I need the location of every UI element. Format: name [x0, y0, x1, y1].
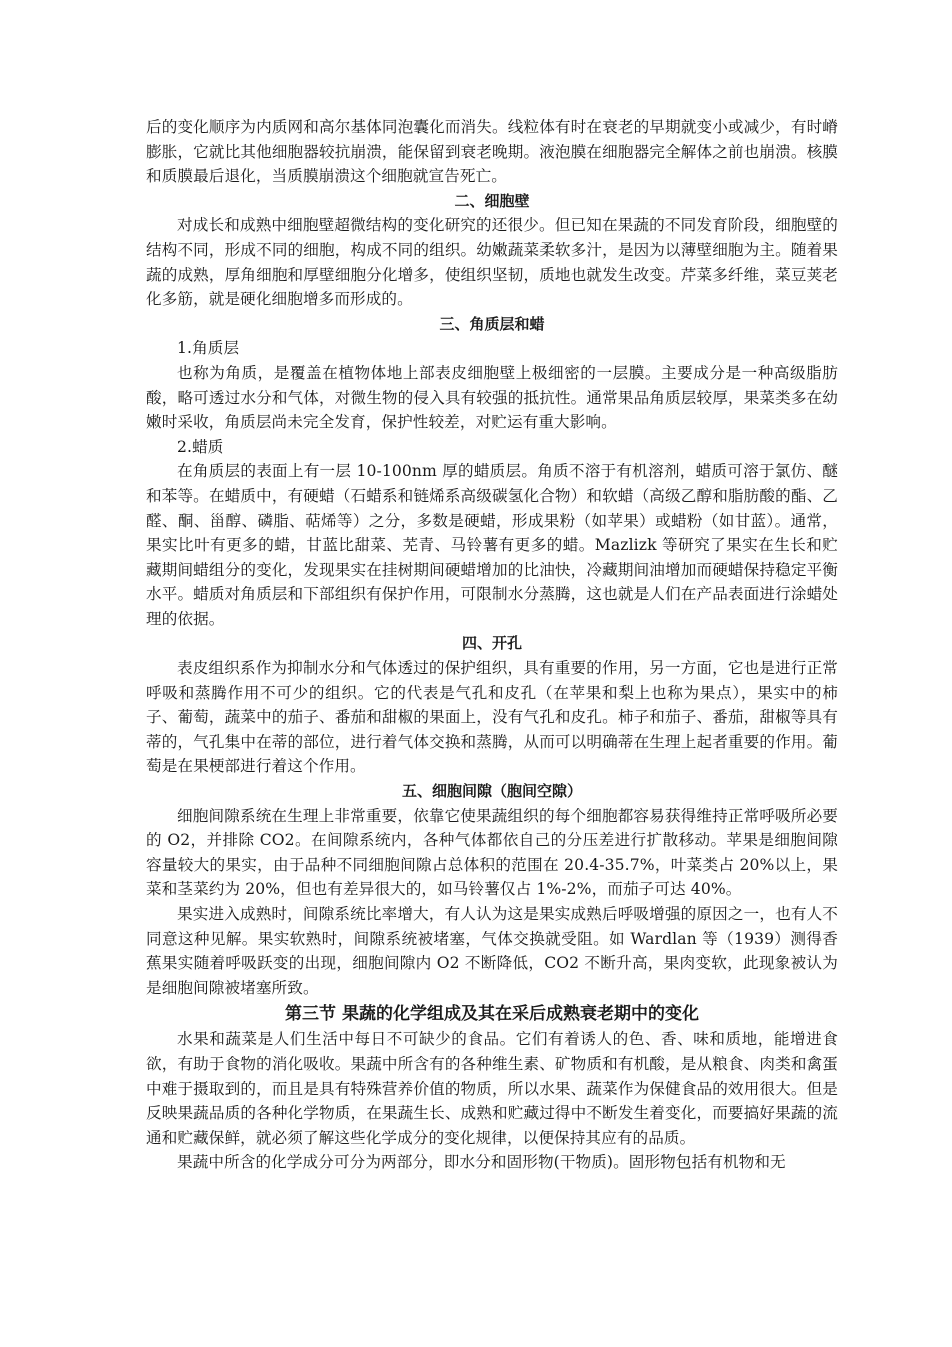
heading-cuticle-wax: 三、角质层和蜡	[439, 314, 545, 333]
paragraph-intercellular-1: 细胞间隙系统在生理上非常重要，依靠它使果蔬组织的每个细胞都容易获得维持正常呼吸所必要的 O2，并排除 CO2。在间隙系统内，各种气体都依自己的分压差进行扩散移动。苹果是细胞间隙容量较大的果实，由于品种不同细胞间隙占总体积的范围在 20.4-35.7%，叶菜类占 20%以上，果菜和茎菜约为 20%，但也有差异很大的，如马铃薯仅占 1%-2%，而茄子可达 40%。	[146, 806, 838, 899]
paragraph-section-intro: 水果和蔬菜是人们生活中每日不可缺少的食品。它们有着诱人的色、香、味和质地，能增进食欲，有助于食物的消化吸收。果蔬中所含有的各种维生素、矿物质和有机酸，是从粮食、肉类和禽蛋中难于摄取到的，而且是具有特殊营养价值的物质，所以水果、蔬菜作为保健食品的效用很大。但是反映果蔬品质的各种化学物质，在果蔬生长、成熟和贮藏过得中不断发生着变化，而要搞好果蔬的流通和贮藏保鲜，就必须了解这些化学成分的变化规律，以便保持其应有的品质。	[146, 1030, 838, 1147]
heading-stomata: 四、开孔	[461, 634, 522, 653]
section-title: 第三节 果蔬的化学组成及其在采后成熟衰老期中的变化	[285, 1004, 699, 1025]
subheading-cuticle: 1.角质层	[177, 339, 240, 358]
heading-cell-wall: 二、细胞壁	[454, 191, 530, 210]
paragraph-section-composition: 果蔬中所含的化学成分可分为两部分，即水分和固形物(干物质)。固形物包括有机物和无	[177, 1153, 786, 1172]
paragraph-organelle-degradation: 后的变化顺序为内质网和高尔基体同泡囊化而消失。线粒体有时在衰老的早期就变小或减少，有时嵴膨胀，它就比其他细胞器较抗崩溃，能保留到衰老晚期。液泡膜在细胞器完全解体之前也崩溃。核膜和质膜最后退化，当质膜崩溃这个细胞就宣告死亡。	[146, 118, 838, 186]
heading-intercellular-space: 五、细胞间隙（胞间空隙）	[401, 782, 582, 801]
subheading-wax: 2.蜡质	[177, 437, 224, 456]
paragraph-cuticle: 也称为角质，是覆盖在植物体地上部表皮细胞壁上极细密的一层膜。主要成分是一种高级脂肪酸，略可透过水分和气体，对微生物的侵入具有较强的抵抗性。通常果品角质层较厚，果菜类多在幼嫩时采收，角质层尚未完全发育，保护性较差，对贮运有重大影响。	[146, 363, 838, 432]
page-content	[146, 115, 838, 1175]
paragraph-cell-wall: 对成长和成熟中细胞壁超微结构的变化研究的还很少。但已知在果蔬的不同发育阶段，细胞壁的结构不同，形成不同的细胞，构成不同的组织。幼嫩蔬菜柔软多汁，是因为以薄壁细胞为主。随着果蔬的成熟，厚角细胞和厚壁细胞分化增多，使组织坚韧，质地也就发生改变。芹菜多纤维，菜豆荚老化多筋，就是硬化细胞增多而形成的。	[146, 216, 838, 309]
paragraph-stomata: 表皮组织系作为抑制水分和气体透过的保护组织，具有重要的作用，另一方面，它也是进行正常呼吸和蒸腾作用不可少的组织。它的代表是气孔和皮孔（在苹果和梨上也称为果点），果实中的柿子、葡萄，蔬菜中的茄子、番茄和甜椒的果面上，没有气孔和皮孔。柿子和茄子、番茄，甜椒等具有蒂的，气孔集中在蒂的部位，进行着气体交换和蒸腾，从而可以明确蒂在生理上起者重要的作用。葡萄是在果梗部进行着这个作用。	[146, 659, 838, 776]
paragraph-intercellular-2: 果实进入成熟时，间隙系统比率增大，有人认为这是果实成熟后呼吸增强的原因之一，也有人不同意这种见解。果实软熟时，间隙系统被堵塞，气体交换就受阻。如 Wardlan 等（1939）测得香蕉果实随着呼吸跃变的出现，细胞间隙内 O2 不断降低，CO2 不断升高，果肉变软，此现象被认为是细胞间隙被堵塞所致。	[146, 905, 838, 997]
paragraph-wax: 在角质层的表面上有一层 10-100nm 厚的蜡质层。角质不溶于有机溶剂，蜡质可溶于氯仿、醚和苯等。在蜡质中，有硬蜡（石蜡系和链烯系高级碳氢化合物）和软蜡（高级乙醇和脂肪酸的酯、乙醛、酮、甾醇、磷脂、萜烯等）之分，多数是硬蜡，形成果粉（如苹果）或蜡粉（如甘蓝）。通常，果实比叶有更多的蜡，甘蓝比甜菜、芜青、马铃薯有更多的蜡。Mazlizk 等研究了果实在生长和贮藏期间蜡组分的变化，发现果实在挂树期间硬蜡增加的比油快，冷藏期间油增加而硬蜡保持稳定平衡水平。蜡质对角质层和下部组织有保护作用，可限制水分蒸腾，这也就是人们在产品表面进行涂蜡处理的依据。	[146, 462, 838, 628]
